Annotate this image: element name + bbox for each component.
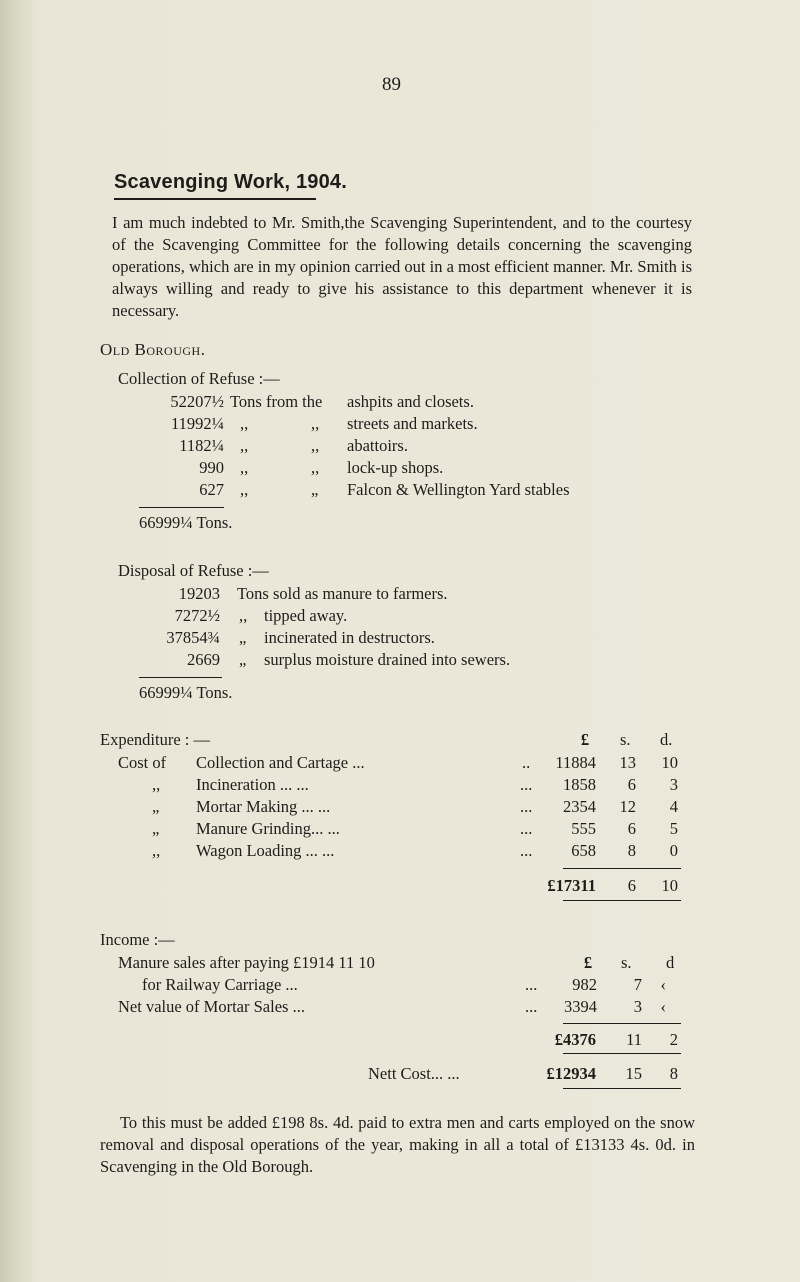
nett-cost-shillings: 15	[625, 1064, 642, 1083]
nett-cost-pence: 8	[669, 1064, 678, 1083]
expense-shillings: 6	[627, 819, 636, 838]
collection-qty: 627	[199, 480, 224, 499]
expenditure-total-pence: 10	[661, 876, 678, 895]
expenditure-total-shillings: 6	[627, 876, 636, 895]
ditto-mark: ,,	[240, 414, 249, 433]
leader-dots: ...	[520, 775, 533, 794]
expense-pence: 10	[661, 753, 678, 772]
nett-cost-label: Nett Cost... ...	[368, 1064, 460, 1083]
expense-item: Collection and Cartage ...	[196, 753, 365, 772]
expenditure-total-underline	[563, 900, 681, 901]
expense-item: Incineration ... ...	[196, 775, 309, 794]
income-pounds-header: £	[583, 953, 593, 972]
expense-pounds: 1858	[563, 775, 596, 794]
collection-qty: 52207½	[170, 392, 224, 411]
collection-desc: abattoirs.	[347, 436, 408, 455]
collection-total: 66999¼ Tons.	[139, 513, 233, 532]
income-item: Net value of Mortar Sales ...	[118, 997, 305, 1016]
income-shillings: 7	[633, 975, 642, 994]
disposal-qty: 19203	[178, 584, 220, 603]
ditto-mark: „	[311, 480, 319, 499]
ditto-mark: „	[152, 797, 160, 816]
expense-pounds: 658	[571, 841, 596, 860]
income-total-pounds: £4376	[554, 1030, 596, 1049]
disposal-qty: 2669	[187, 650, 220, 669]
disposal-total: 66999¼ Tons.	[139, 683, 233, 702]
heading-underline	[114, 198, 316, 200]
ditto-mark: ,,	[152, 841, 161, 860]
ditto-mark: ,,	[311, 414, 320, 433]
leader-dots: ..	[522, 753, 531, 772]
income-total-underline	[563, 1053, 681, 1054]
page-number: 89	[382, 74, 401, 95]
income-total-rule	[563, 1023, 681, 1024]
collection-qty: 11992¼	[170, 414, 224, 433]
income-shillings: 3	[633, 997, 642, 1016]
disposal-label: Disposal of Refuse :—	[118, 561, 269, 580]
expense-pounds: 555	[571, 819, 596, 838]
expense-pence: 3	[669, 775, 678, 794]
ditto-mark: ,,	[311, 436, 320, 455]
pence-header: d.	[660, 730, 673, 749]
expense-item: Wagon Loading ... ...	[196, 841, 335, 860]
income-pounds: 982	[572, 975, 597, 994]
collection-unit: Tons from the	[230, 392, 323, 411]
expense-shillings: 8	[627, 841, 636, 860]
section-title: Old Borough.	[100, 340, 206, 359]
income-pounds: 3394	[564, 997, 597, 1016]
intro-paragraph: I am much indebted to Mr. Smith,the Scavenging Superintendent, and to the courtesy of the Scavenging Committee for the following details concerning the scavenging operations, which are in my opinion carried out in a most efficient manner. Mr. Smith is always willing and ready to give his assistance to this department whenever it is necessary.	[112, 213, 692, 320]
collection-qty: 1182¼	[179, 436, 224, 455]
income-pence-header: d	[666, 953, 675, 972]
closing-paragraph: To this must be added £198 8s. 4d. paid to extra men and carts employed on the snow removal and disposal operations of the year, making in all a total of £13133 4s. 0d. in Scavenging in the Old Borough.	[100, 1113, 695, 1176]
expense-item: Mortar Making ... ...	[196, 797, 331, 816]
expense-pounds: 2354	[563, 797, 596, 816]
disposal-total-rule	[139, 677, 222, 678]
disposal-desc: Tons sold as manure to farmers.	[237, 584, 448, 603]
expenditure-total-rule	[563, 868, 681, 869]
disposal-qty: 7272½	[174, 606, 220, 625]
ditto-mark: ,,	[240, 480, 249, 499]
income-total-shillings: 11	[626, 1030, 642, 1049]
leader-dots: ...	[520, 819, 533, 838]
ditto-mark: ,,	[240, 436, 249, 455]
expense-shillings: 12	[619, 797, 636, 816]
leader-dots: ...	[525, 997, 538, 1016]
expense-shillings: 13	[619, 753, 636, 772]
collection-total-rule	[139, 507, 224, 508]
collection-label: Collection of Refuse :—	[118, 369, 280, 388]
income-label: Income :—	[100, 930, 175, 949]
ditto-mark: ,,	[152, 775, 161, 794]
leader-dots: ...	[520, 841, 533, 860]
collection-desc: Falcon & Wellington Yard stables	[347, 480, 570, 499]
income-total-pence: 2	[669, 1030, 678, 1049]
expense-shillings: 6	[627, 775, 636, 794]
collection-qty: 990	[199, 458, 224, 477]
leader-dots: ...	[520, 797, 533, 816]
ditto-mark: „	[239, 628, 247, 647]
leader-dots: ...	[525, 975, 538, 994]
disposal-desc: tipped away.	[264, 606, 348, 625]
collection-desc: ashpits and closets.	[347, 392, 474, 411]
income-item-continued: for Railway Carriage ...	[142, 975, 298, 994]
ditto-mark: ,,	[240, 458, 249, 477]
expense-item: Manure Grinding... ...	[196, 819, 340, 838]
ditto-mark: „	[239, 650, 247, 669]
ditto-mark: ,,	[311, 458, 320, 477]
collection-desc: streets and markets.	[347, 414, 478, 433]
ditto-mark: ,,	[239, 606, 248, 625]
income-pence: ‹	[660, 997, 666, 1016]
income-item: Manure sales after paying £1914 11 10	[118, 953, 375, 972]
nett-cost-underline	[563, 1088, 681, 1089]
income-pence: ‹	[660, 975, 666, 994]
expense-pence: 0	[669, 841, 678, 860]
expenditure-label: Expenditure : —	[100, 730, 210, 749]
ditto-mark: „	[152, 819, 160, 838]
nett-cost-pounds: £12934	[546, 1064, 596, 1083]
expense-pence: 4	[669, 797, 678, 816]
collection-desc: lock-up shops.	[347, 458, 444, 477]
disposal-desc: surplus moisture drained into sewers.	[264, 650, 511, 669]
expense-pence: 5	[669, 819, 678, 838]
disposal-qty: 37854¾	[166, 628, 220, 647]
shillings-header: s.	[620, 730, 631, 749]
disposal-desc: incinerated in destructors.	[264, 628, 435, 647]
page-heading: Scavenging Work, 1904.	[114, 171, 348, 193]
pounds-header: £	[580, 730, 590, 749]
expense-prefix: Cost of	[118, 753, 167, 772]
expense-pounds: 11884	[555, 753, 596, 772]
expenditure-total-pounds: £17311	[547, 876, 596, 895]
income-shillings-header: s.	[621, 953, 632, 972]
